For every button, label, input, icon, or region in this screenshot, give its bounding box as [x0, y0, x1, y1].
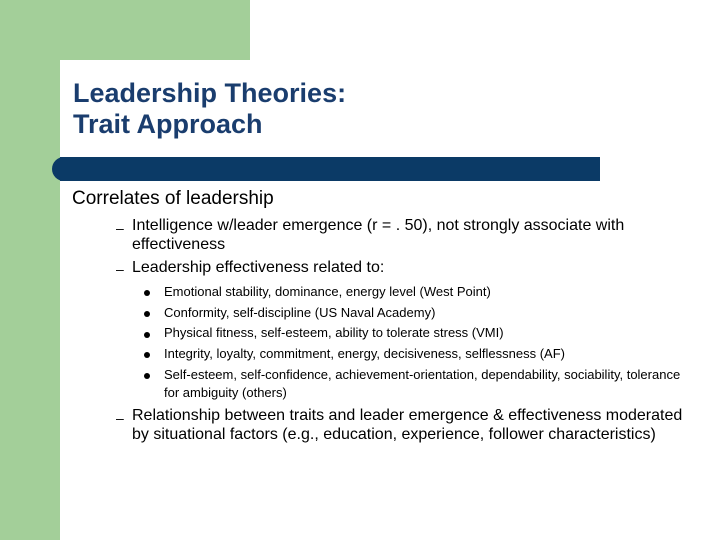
dash-bullet-icon: –	[116, 220, 124, 236]
section-heading: Correlates of leadership	[72, 188, 274, 209]
sub-item-af: Integrity, loyalty, commitment, energy, decisiveness, selflessness (AF)	[164, 346, 565, 361]
list-item-intelligence: Intelligence w/leader emergence (r = . 50), not strongly associate with effectiveness	[132, 217, 625, 253]
dash-bullet-icon: –	[116, 410, 124, 426]
round-bullet-icon	[144, 290, 150, 296]
dash-bullet-icon: –	[116, 261, 124, 277]
sub-item-naval-academy: Conformity, self-discipline (US Naval Academy)	[164, 305, 436, 320]
slide-title-line-1: Leadership Theories:	[73, 78, 347, 108]
sub-item-others: Self-esteem, self-confidence, achievement-orientation, dependability, sociability, tolerance for ambiguity (others)	[164, 367, 681, 400]
round-bullet-icon	[144, 352, 150, 358]
slide-title	[73, 78, 346, 140]
round-bullet-icon	[144, 373, 150, 379]
title-divider-bar	[60, 157, 600, 181]
sub-item-vmi: Physical fitness, self-esteem, ability to tolerate stress (VMI)	[164, 325, 504, 340]
left-accent-band	[0, 0, 60, 540]
slide-title-line-2: Trait Approach	[73, 109, 263, 139]
list-item-effectiveness: Leadership effectiveness related to:	[132, 259, 385, 276]
round-bullet-icon	[144, 311, 150, 317]
list-item-situational: Relationship between traits and leader emergence & effectiveness moderated by situational factors (e.g., education, experience, follower characteristics)	[132, 407, 683, 443]
round-bullet-icon	[144, 332, 150, 338]
top-accent-band	[0, 0, 250, 60]
sub-item-west-point: Emotional stability, dominance, energy level (West Point)	[164, 284, 491, 299]
